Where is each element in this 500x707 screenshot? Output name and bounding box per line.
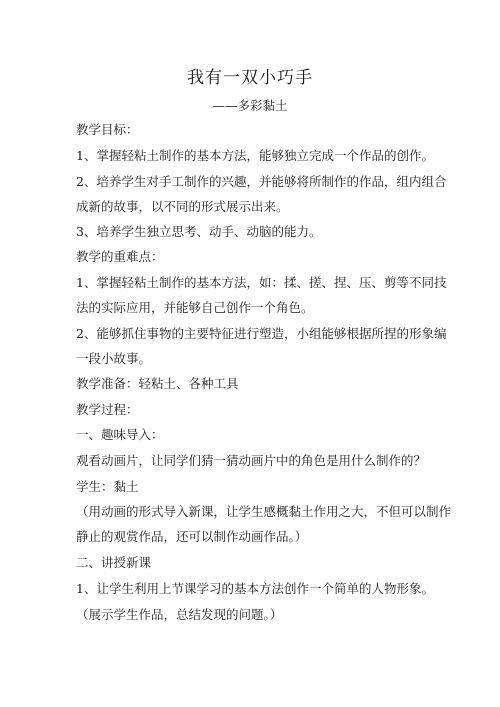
document-subtitle: ——多彩黏土: [212, 98, 288, 113]
section-heading-objectives: 教学目标：: [76, 122, 139, 137]
paragraph-line: 2、能够抓住事物的主要特征进行塑造，小组能够根据所捏的形象编: [76, 326, 447, 341]
paragraph-line: 2、培养学生对手工制作的兴趣，并能够将所制作的作品，组内组合: [76, 174, 447, 189]
paragraph-line: 一段小故事。: [76, 351, 152, 366]
paragraph-line: 1、让学生利用上节课学习的基本方法创作一个简单的人物形象。: [76, 581, 434, 596]
paragraph-line: 观看动画片，让同学们猜一猜动画片中的角色是用什么制作的？: [76, 453, 427, 468]
paragraph-line: 成新的故事，以不同的形式展示出来。: [76, 199, 289, 214]
paragraph-line: 法的实际应用，并能够自己创作一个角色。: [76, 300, 314, 315]
section-heading-process: 教学过程：: [76, 402, 139, 417]
document-title: 我有一双小巧手: [187, 68, 313, 88]
subsection-heading-introduction: 一、趣味导入：: [76, 427, 164, 442]
subsection-heading-new-lesson: 二、讲授新课: [76, 555, 152, 570]
section-heading-key-points: 教学的重难点：: [76, 249, 164, 264]
paragraph-line: 静止的观赏作品，还可以制作动画作品。）: [76, 529, 308, 544]
paragraph-line: 1、掌握轻粘土制作的基本方法，如：揉、搓、捏、压、剪等不同技: [76, 275, 447, 290]
paragraph-line: （用动画的形式导入新课，让学生感概黏土作用之大，不但可以制作: [76, 504, 452, 519]
paragraph-line: 学生：黏土: [76, 479, 139, 494]
paragraph-line: 1、掌握轻粘土制作的基本方法，能够独立完成一个作品的创作。: [76, 148, 434, 163]
paragraph-line: 3、培养学生独立思考、动手、动脑的能力。: [76, 224, 322, 239]
paragraph-line: （展示学生作品，总结发现的问题。）: [76, 607, 283, 622]
section-heading-preparation: 教学准备：轻粘土、各种工具: [76, 376, 239, 391]
